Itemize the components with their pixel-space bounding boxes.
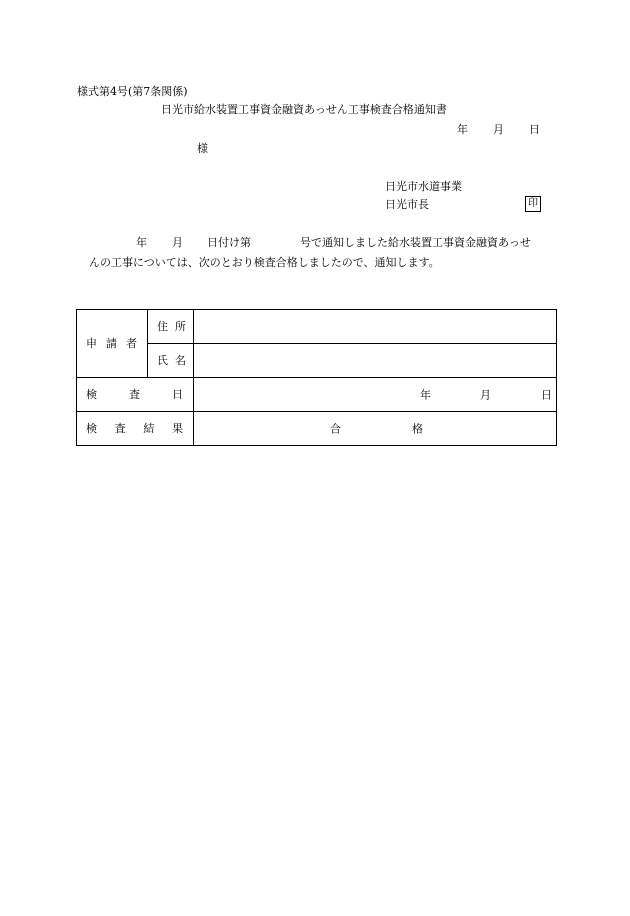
body-line1: 号で通知しました給水装置工事資金融資あっせ [300, 236, 531, 249]
inspection-date-label: 検 査 日 [77, 378, 194, 412]
inspection-result-label: 検 査 結 果 [77, 412, 194, 446]
inspection-result-value: 合 格 [194, 412, 557, 446]
issuer-organization: 日光市水道事業 [385, 180, 462, 193]
inspection-result-table [76, 309, 557, 446]
inspection-date-value: 年 月 日 [194, 378, 557, 412]
name-value [194, 344, 557, 378]
form-number-label: 様式第4号(第7条関係) [77, 85, 188, 98]
applicant-label: 申 請 者 [77, 310, 148, 378]
document-title: 日光市給水装置工事資金融資あっせん工事検査合格通知書 [161, 103, 447, 116]
name-label: 氏 名 [148, 344, 194, 378]
body-day-number: 日付け第 [207, 236, 251, 249]
issuer-name: 日光市長 [385, 198, 429, 211]
seal-stamp: 印 [525, 196, 541, 212]
body-month: 月 [172, 236, 183, 249]
address-value [194, 310, 557, 344]
issue-date-day: 日 [529, 123, 540, 136]
body-line2: んの工事については、次のとおり検査合格しましたので、通知します。 [89, 256, 440, 269]
issue-date-year: 年 [457, 123, 468, 136]
address-label: 住 所 [148, 310, 194, 344]
issue-date-month: 月 [493, 123, 504, 136]
body-year: 年 [136, 236, 147, 249]
addressee-suffix: 様 [197, 142, 208, 155]
